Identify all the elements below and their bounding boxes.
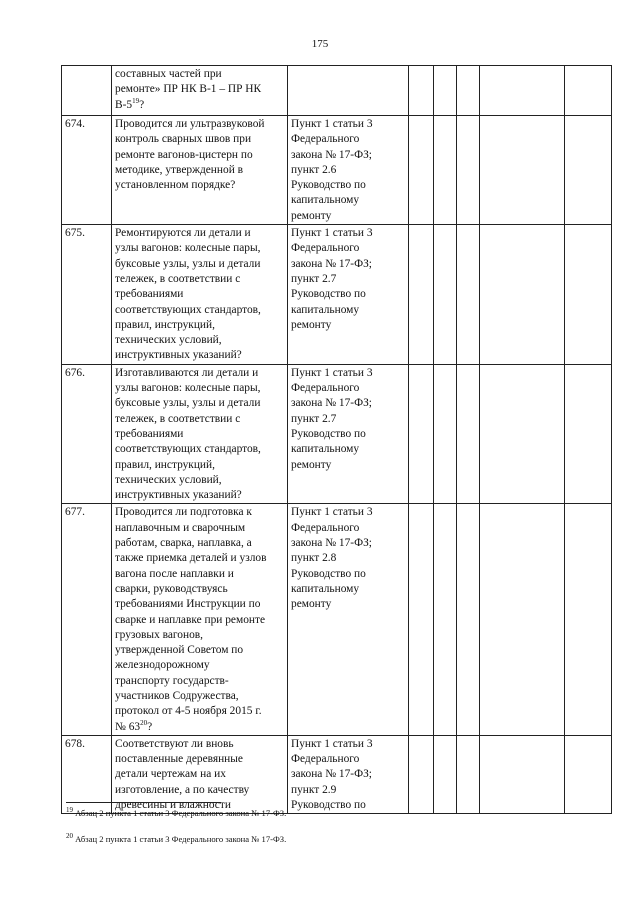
reference-line: Пункт 1 статьи 3 [291, 366, 373, 379]
table-row [62, 364, 612, 504]
question-line: также приемка деталей и узлов [115, 552, 267, 565]
footnote-separator [66, 802, 221, 803]
question-line: буксовые узлы, узлы и детали [115, 257, 261, 270]
question-line: сварке и наплавке при ремонте [115, 613, 266, 626]
reference-line: закона № 17-ФЗ; [291, 148, 372, 161]
question-line: грузовых вагонов, [115, 628, 203, 641]
question-line: работам, сварка, наплавка, а [115, 537, 252, 550]
question-line: буксовые узлы, узлы и детали [115, 397, 261, 410]
question-line: № 63 [115, 720, 141, 733]
answer-cell [434, 66, 457, 116]
legal-reference-cell [288, 735, 409, 813]
answer-cell [409, 116, 434, 225]
footnote-ref: 19 [132, 96, 140, 105]
reference-line: закона № 17-ФЗ; [291, 768, 372, 781]
reference-line: пункт 2.7 [291, 272, 337, 285]
question-line: Ремонтируются ли детали и [115, 227, 251, 240]
reference-line: капитальному [291, 443, 360, 456]
item-number: 678. [62, 735, 112, 813]
question-line: установленном порядке? [115, 179, 236, 192]
answer-cell [409, 66, 434, 116]
question-line: железнодорожному [115, 659, 210, 672]
answer-cell [457, 116, 480, 225]
reference-line: Федерального [291, 242, 360, 255]
footnote-19 [66, 808, 286, 818]
question-line: изготовление, а по качеству [115, 783, 250, 796]
reference-line: Федерального [291, 382, 360, 395]
question-line: инструктивных указаний? [115, 489, 242, 502]
reference-line: капитальному [291, 194, 360, 207]
answer-cell [480, 225, 565, 365]
footnote-ref: 20 [140, 718, 148, 727]
question-line: соответствующих стандартов, [115, 303, 261, 316]
reference-line: закона № 17-ФЗ; [291, 257, 372, 270]
reference-line: капитальному [291, 582, 360, 595]
footnote-text: Абзац 2 пункта 1 статьи 3 Федерального закона № 17-ФЗ. [75, 834, 287, 844]
legal-reference-cell [288, 66, 409, 116]
item-number: 674. [62, 116, 112, 225]
answer-cell [480, 116, 565, 225]
question-line: В-5 [115, 98, 133, 111]
reference-line: ремонту [291, 598, 332, 611]
question-line: Проводится ли ультразвуковой [115, 118, 265, 130]
reference-line: пункт 2.8 [291, 552, 337, 565]
answer-cell [565, 364, 612, 504]
question-line: тележек, в соответствии с [115, 412, 241, 425]
answer-cell [480, 66, 565, 116]
legal-reference-cell [288, 225, 409, 365]
question-line: составных частей при [115, 68, 222, 80]
question-line: Проводится ли подготовка к [115, 506, 252, 519]
question-line: участников Содружества, [115, 689, 239, 702]
reference-line: Федерального [291, 521, 360, 534]
answer-cell [457, 504, 480, 735]
reference-line: Пункт 1 статьи 3 [291, 737, 373, 750]
reference-line: Федерального [291, 133, 360, 146]
question-line: древесины и влажности [115, 799, 231, 812]
item-number [62, 66, 112, 116]
reference-line: Пункт 1 статьи 3 [291, 118, 373, 130]
page-number: 175 [311, 38, 329, 50]
question-line: наплавочным и сварочным [115, 521, 246, 534]
question-line: требованиями [115, 288, 184, 301]
reference-line: Руководство по [291, 427, 366, 440]
reference-line: Руководство по [291, 799, 366, 812]
reference-line: ремонту [291, 318, 332, 331]
question-line: ремонте вагонов-цистерн по [115, 148, 253, 161]
question-line: требованиями Инструкции по [115, 598, 261, 611]
question-line: Изготавливаются ли детали и [115, 366, 259, 379]
question-line: Соответствуют ли вновь [115, 737, 234, 750]
table-row [62, 66, 612, 116]
answer-cell [480, 504, 565, 735]
reference-line: Пункт 1 статьи 3 [291, 506, 373, 519]
reference-line: капитальному [291, 303, 360, 316]
table-row [62, 225, 612, 365]
answer-cell [457, 364, 480, 504]
answer-cell [480, 735, 565, 813]
question-line: протокол от 4-5 ноября 2015 г. [115, 705, 262, 718]
reference-line: Федерального [291, 753, 360, 766]
answer-cell [565, 735, 612, 813]
question-line: соответствующих стандартов, [115, 443, 261, 456]
reference-line: Руководство по [291, 179, 366, 192]
reference-line: Руководство по [291, 288, 366, 301]
answer-cell [565, 504, 612, 735]
question-line: транспорту государств- [115, 674, 229, 687]
question-line: тележек, в соответствии с [115, 272, 241, 285]
answer-cell [434, 225, 457, 365]
answer-cell [434, 504, 457, 735]
question-line: правил, инструкций, [115, 318, 215, 331]
answer-cell [434, 116, 457, 225]
question-line: поставленные деревянные [115, 753, 243, 766]
footnote-mark: 19 [66, 806, 73, 815]
question-line: правил, инструкций, [115, 458, 215, 471]
reference-line: закона № 17-ФЗ; [291, 537, 372, 550]
question-cell [112, 504, 288, 735]
item-number: 676. [62, 364, 112, 504]
answer-cell [409, 225, 434, 365]
question-cell [112, 225, 288, 365]
question-mark: ? [139, 98, 145, 111]
answer-cell [565, 66, 612, 116]
question-line: технических условий, [115, 473, 222, 486]
checklist-table [61, 65, 612, 814]
reference-line: закона № 17-ФЗ; [291, 397, 372, 410]
reference-line: ремонту [291, 458, 332, 471]
table-row [62, 504, 612, 735]
table-body [62, 66, 612, 814]
answer-cell [457, 225, 480, 365]
item-number: 675. [62, 225, 112, 365]
reference-line: Руководство по [291, 567, 366, 580]
footnote-20 [66, 834, 286, 844]
answer-cell [565, 116, 612, 225]
answer-cell [434, 735, 457, 813]
reference-line: ремонту [291, 209, 332, 222]
reference-line: пункт 2.7 [291, 412, 337, 425]
footnote-text: Абзац 2 пункта 1 статьи 3 Федерального закона № 17-ФЗ. [75, 808, 287, 818]
question-line: инструктивных указаний? [115, 349, 242, 362]
answer-cell [480, 364, 565, 504]
question-line: утвержденной Советом по [115, 644, 244, 657]
answer-cell [409, 504, 434, 735]
question-mark: ? [147, 720, 153, 733]
question-line: узлы вагонов: колесные пары, [115, 242, 261, 255]
answer-cell [457, 66, 480, 116]
question-line: требованиями [115, 427, 184, 440]
table-row [62, 116, 612, 225]
reference-line: пункт 2.9 [291, 783, 337, 796]
legal-reference-cell [288, 364, 409, 504]
question-line: ремонте» ПР НК В-1 – ПР НК [115, 83, 262, 96]
answer-cell [409, 364, 434, 504]
question-cell [112, 66, 288, 116]
reference-line: пункт 2.6 [291, 163, 337, 176]
question-line: контроль сварных швов при [115, 133, 252, 146]
reference-line: Пункт 1 статьи 3 [291, 227, 373, 240]
question-line: детали чертежам на их [115, 768, 226, 781]
legal-reference-cell [288, 504, 409, 735]
question-cell [112, 364, 288, 504]
answer-cell [409, 735, 434, 813]
question-line: технических условий, [115, 334, 222, 347]
footnote-mark: 20 [66, 832, 73, 841]
question-line: вагона после наплавки и [115, 567, 234, 580]
item-number: 677. [62, 504, 112, 735]
answer-cell [565, 225, 612, 365]
question-line: методике, утвержденной в [115, 163, 244, 176]
answer-cell [457, 735, 480, 813]
legal-reference-cell [288, 116, 409, 225]
answer-cell [434, 364, 457, 504]
question-line: узлы вагонов: колесные пары, [115, 382, 261, 395]
question-line: сварки, руководствуясь [115, 582, 228, 595]
question-cell [112, 116, 288, 225]
